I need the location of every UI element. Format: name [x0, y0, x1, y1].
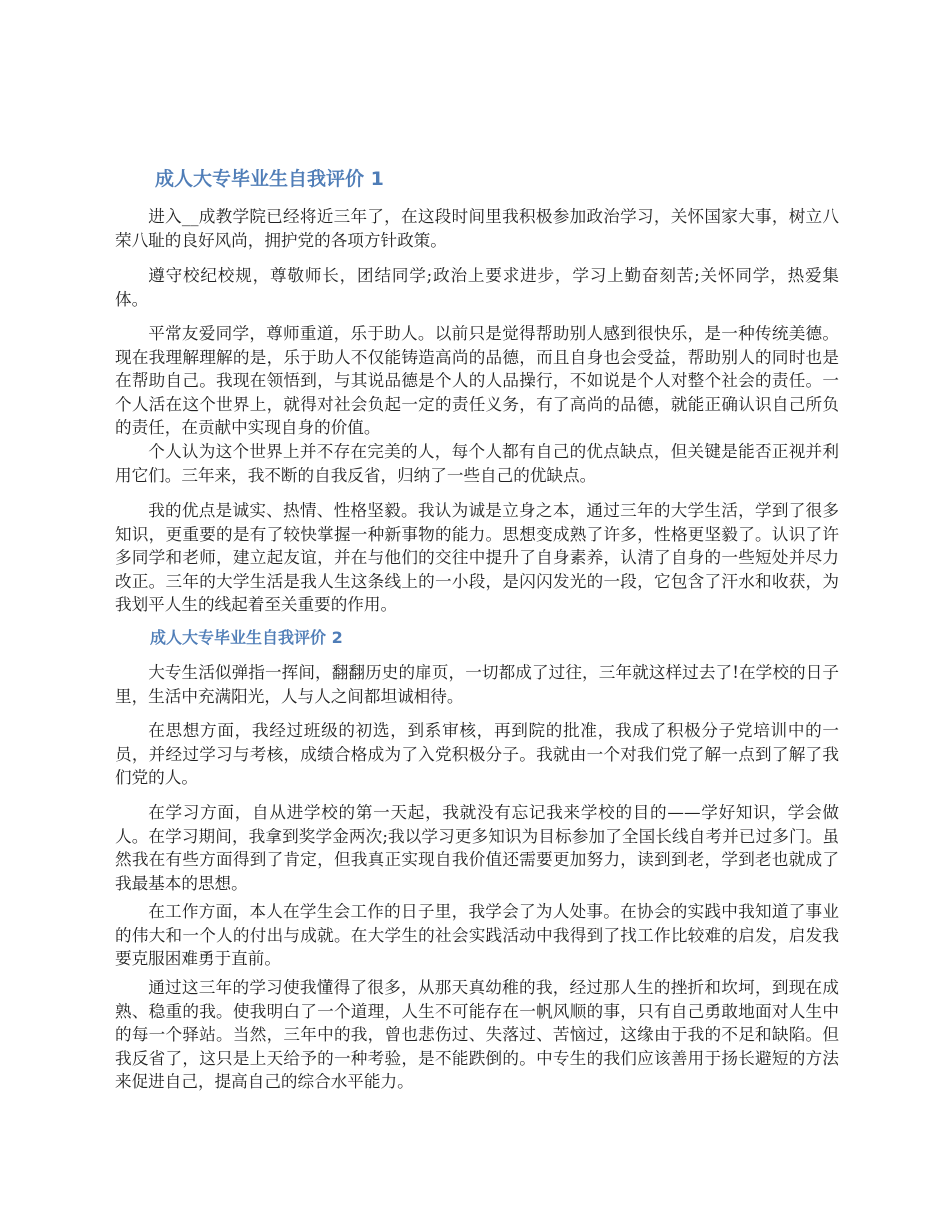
- section-1-paragraph-3: 平常友爱同学，尊师重道，乐于助人。以前只是觉得帮助别人感到很快乐，是一种传统美德。现在我理解理解的是，乐于助人不仅能铸造高尚的品德，而且自身也会受益，帮助别人的同时也是在帮助自己。我现在领悟到，与其说品德是个人的人品操行，不如说是个人对整个社会的责任。一个人活在这个世界上，就得对社会负起一定的责任义务，有了高尚的品德，就能正确认识自己所负的责任，在贡献中实现自身的价值。: [115, 324, 839, 438]
- section-2-paragraph-4: 在工作方面，本人在学生会工作的日子里，我学会了为人处事。在协会的实践中我知道了事业的伟大和一个人的付出与成就。在大学生的社会实践活动中我得到了找工作比较难的启发，启发我要克服困难勇于直前。: [115, 902, 839, 969]
- section-1-paragraph-2: 遵守校纪校规，尊敬师长，团结同学;政治上要求进步，学习上勤奋刻苦;关怀同学，热爱集体。: [115, 266, 839, 309]
- section-1-paragraph-4: 个人认为这个世界上并不存在完美的人，每个人都有自己的优点缺点，但关键是能否正视并利用它们。三年来，我不断的自我反省，归纳了一些自己的优缺点。: [115, 442, 839, 485]
- section-1-paragraph-1: 进入__成教学院已经将近三年了，在这段时间里我积极参加政治学习，关怀国家大事，树立八荣八耻的良好风尚，拥护党的各项方针政策。: [115, 207, 839, 250]
- section-2-paragraph-5: 通过这三年的学习使我懂得了很多，从那天真幼稚的我，经过那人生的挫折和坎坷，到现在成熟、稳重的我。使我明白了一个道理，人生不可能存在一帆风顺的事，只有自己勇敢地面对人生中的每一个驿站。当然，三年中的我，曾也悲伤过、失落过、苦恼过，这缘由于我的不足和缺陷。但我反省了，这只是上天给予的一种考验，是不能跌倒的。中专生的我们应该善用于扬长避短的方法来促进自己，提高自己的综合水平能力。: [115, 978, 839, 1092]
- section-1-title: 成人大专毕业生自我评价 1: [155, 168, 384, 190]
- section-2-title: 成人大专毕业生自我评价 2: [150, 628, 343, 647]
- section-1-paragraph-5: 我的优点是诚实、热情、性格坚毅。我认为诚是立身之本，通过三年的大学生活，学到了很多知识，更重要的是有了较快掌握一种新事物的能力。思想变成熟了许多，性格更坚毅了。认识了许多同学和老师，建立起友谊，并在与他们的交往中提升了自身素养，认清了自身的一些短处并尽力改正。三年的大学生活是我人生这条线上的一小段，是闪闪发光的一段，它包含了汗水和收获，为我划平人生的线起着至关重要的作用。: [115, 501, 839, 615]
- section-2-paragraph-2: 在思想方面，我经过班级的初选，到系审核，再到院的批准，我成了积极分子党培训中的一员，并经过学习与考核，成绩合格成为了入党积极分子。我就由一个对我们党了解一点到了解了我们党的人。: [115, 721, 839, 788]
- section-2-paragraph-1: 大专生活似弹指一挥间，翻翻历史的扉页，一切都成了过往，三年就这样过去了!在学校的日子里，生活中充满阳光，人与人之间都坦诚相待。: [115, 663, 839, 706]
- section-2-paragraph-3: 在学习方面，自从进学校的第一天起，我就没有忘记我来学校的目的——学好知识，学会做人。在学习期间，我拿到奖学金两次;我以学习更多知识为目标参加了全国长线自考并已过多门。虽然我在有些方面得到了肯定，但我真正实现自我价值还需要更加努力，读到到老，学到老也就成了我最基本的思想。: [115, 803, 839, 893]
